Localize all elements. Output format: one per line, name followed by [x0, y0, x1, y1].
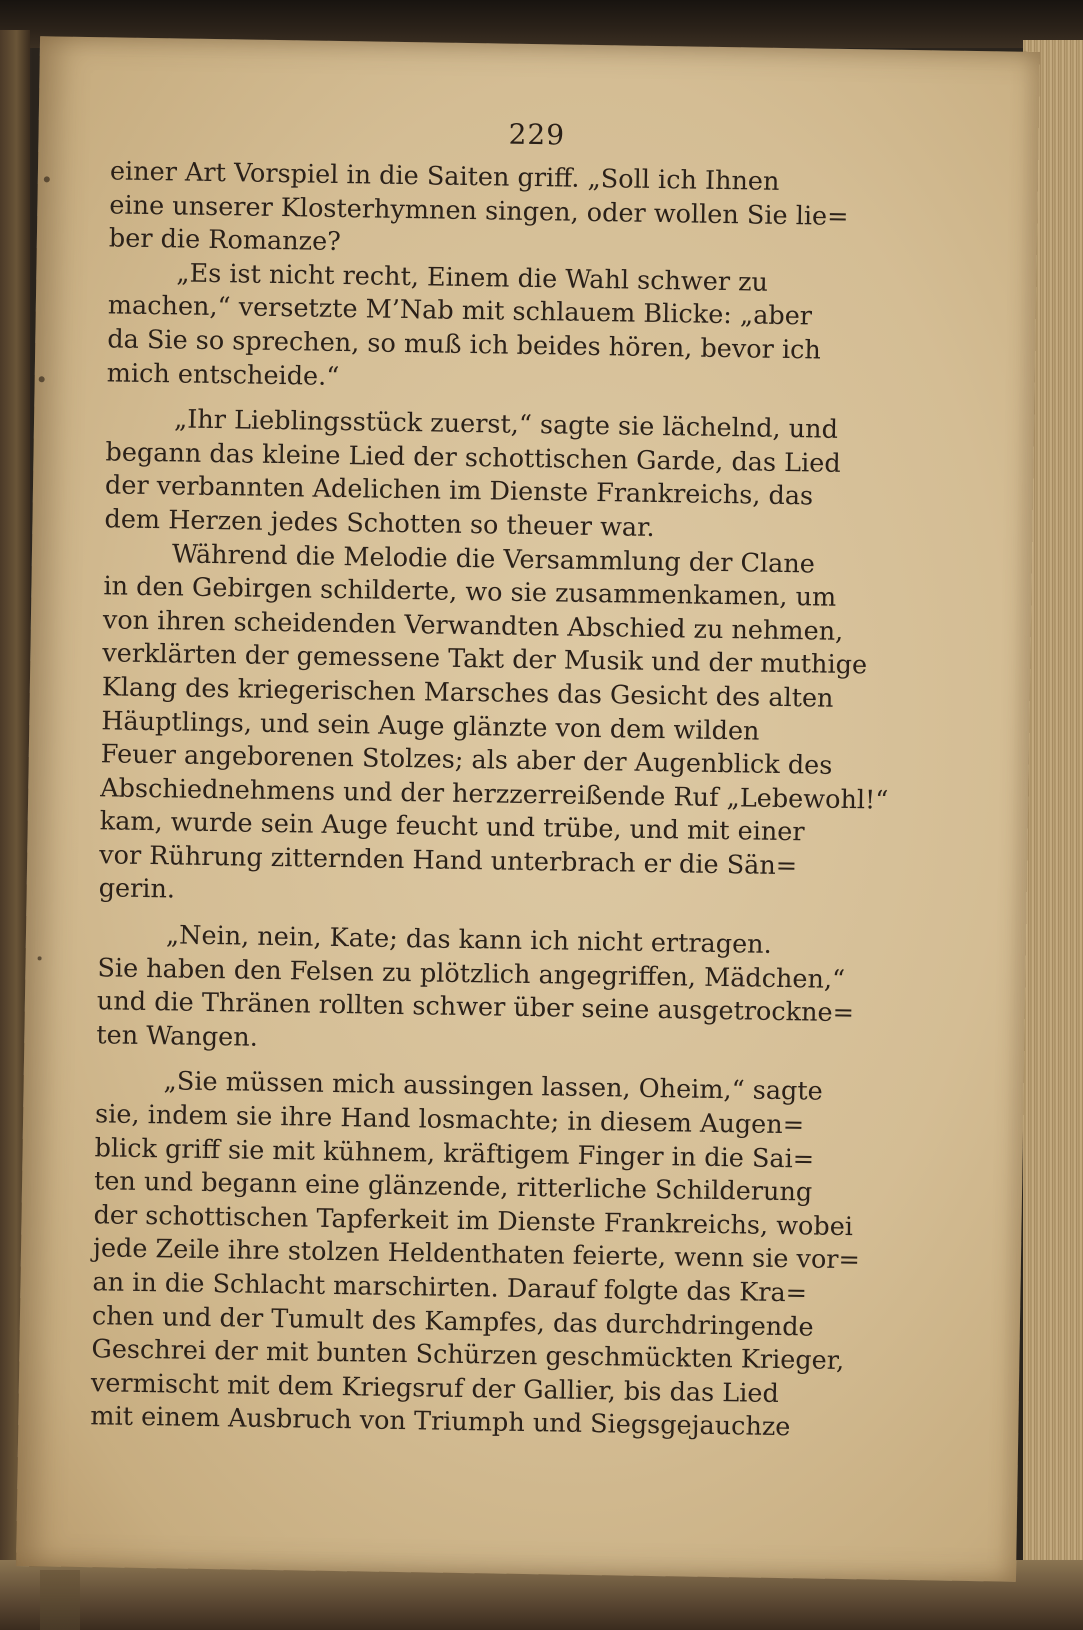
paragraph: „Es ist nicht recht, Einem die Wahl schwer zu machen,“ versetzte M’Nab mit schlauem Blicke: „aber da Sie so sprechen, so muß ich beides hören, bevor ich mich entscheide.“ — [106, 258, 822, 392]
bookmark-ribbon — [40, 1570, 80, 1630]
ink-mark — [38, 956, 42, 960]
paragraph: Während die Melodie die Versammlung der Clane in den Gebirgen schilderte, wo sie zusammenkamen, um von ihren scheidenden Verwandten Abschied zu nehmen, verklärten der gemessene Takt der Musik und der muthige Klang des kriegerischen Marsches das Gesicht des alten Häuptlings, und sein Auge glänzte von dem wilden Feuer angeborenen Stolzes; als aber der Augenblick des Abschiednehmens und der herzzerreißende Ruf „Lebewohl!“ kam, wurde sein Auge feucht und trübe, und mit einer vor Rührung zitternden Hand unterbrach er die Sän= gerin. — [98, 538, 889, 905]
paragraph: „Nein, nein, Kate; das kann ich nicht ertragen. Sie haben den Felsen zu plötzlich angegriffen, Mädchen,“ und die Thränen rollten schwer über seine ausgetrockne= ten Wangen. — [96, 920, 855, 1053]
book-page — [16, 36, 1040, 1582]
page-number: 229 — [508, 117, 566, 152]
ink-mark — [44, 176, 50, 182]
paragraph: „Sie müssen mich aussingen lassen, Oheim,“ sagte sie, indem sie ihre Hand losmachte; in diesem Augen= blick griff sie mit kühnem, kräftigem Finger in die Sai= ten und begann eine glänzende, ritterliche Schilderung der schottischen Tapferkeit im Dienste Frankreichs, wobei jede Zeile ihre stolzen Heldenthaten feierte, wenn sie vor= an in die Schlacht marschirten. Darauf folgte das Kra= chen und der Tumult des Kampfes, das durchdringende Geschrei der mit bunten Schürzen geschmückten Krieger, vermischt mit dem Kriegsruf der Gallier, bis das Lied mit einem Ausbruch von Triumph und Siegsgejauchze — [90, 1066, 861, 1443]
paragraph: „Ihr Lieblingsstück zuerst,“ sagte sie lächelnd, und begann das kleine Lied der schottischen Garde, das Lied der verbannten Adelichen im Dienste Frankreichs, das dem Herzen jedes Schotten so theuer war. — [104, 404, 841, 543]
paragraph: einer Art Vorspiel in die Saiten griff. „Soll ich Ihnen eine unserer Klosterhymnen singen, oder wollen Sie lie= ber die Romanze? — [108, 156, 849, 258]
ink-mark — [39, 376, 45, 382]
page-body-text — [90, 155, 900, 1446]
